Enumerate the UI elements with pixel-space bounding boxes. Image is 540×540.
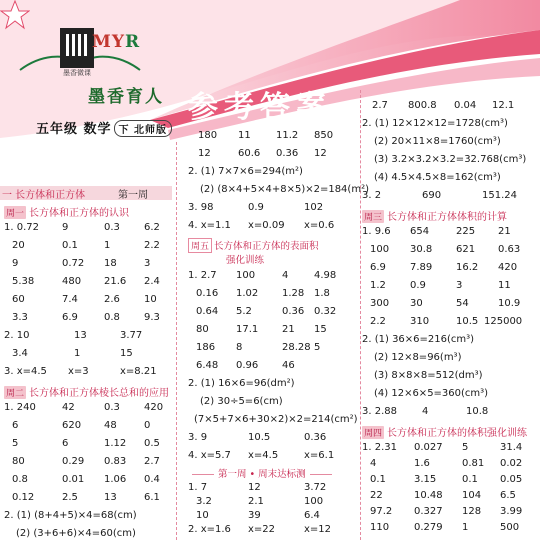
brand-name: 墨香育人 [88,87,164,107]
section-title: 周三 长方体和正方体体积的计算 [364,212,508,223]
grade-label: 五年级 数学 下 北师版 [36,118,172,137]
section-title: 周五 长方体和正方体的表面积 [188,238,319,253]
section-title: 周一 长方体和正方体的认识 [6,208,130,219]
weekend-test-heading: 第一周 • 周末达标测 [188,466,336,480]
logo-subtitle: 墨香微课 [63,69,91,77]
section-title: 周二 长方体和正方体棱长总和的应用 [6,388,170,399]
star-icon [0,0,30,30]
chapter-header: 一 长方体和正方体 第一周 [0,186,172,200]
qr-code-icon [60,28,94,68]
column-divider [360,90,361,540]
logo-text: MYR [92,32,141,52]
page-title: 参考答案 [188,90,332,125]
section-title-cont: 强化训练 [226,255,265,266]
column-divider [176,142,177,540]
edition-badge: 下 北师版 [114,120,172,137]
section-title: 周四 长方体和正方体的体积强化训练 [364,428,528,439]
